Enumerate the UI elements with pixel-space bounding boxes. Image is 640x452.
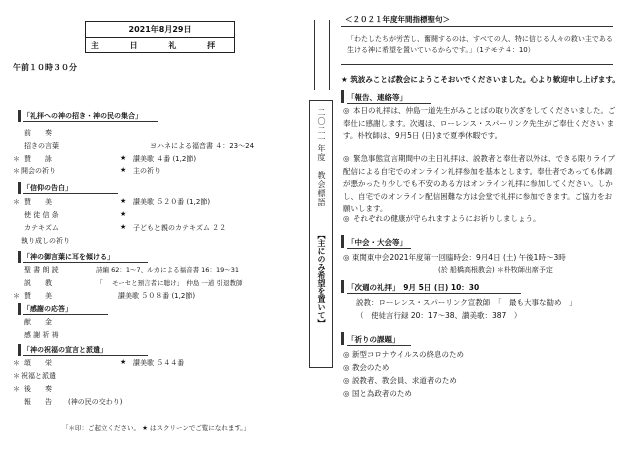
meeting-heading: 「中会・大会等」 — [341, 235, 411, 248]
welcome-message: ★ 筑波みことば教会にようこそおいでくださいました。心より歓迎申し上げます。 — [341, 75, 620, 84]
meeting-location: (於 船橋高根教会) ＊朴牧師出席予定 — [438, 266, 553, 274]
order-row: 説 教 「 モーセと預言者に聴け」 仲島 一道 引退教師 — [24, 279, 243, 287]
prayer-item: ◎ 国と為政者のため — [343, 389, 412, 398]
order-row: ＊ 賛 美 ★ 讃美歌 ５２０番 (1,2節) — [13, 197, 211, 206]
footnote: 「＊印：ご起立ください。 ★ はスクリーンでご覧になれます。」 — [62, 424, 251, 432]
report-item: ◎ それぞれの健康が守られますようにお祈りしましょう。 — [343, 214, 541, 223]
prayer-heading: 「祈りの課題」 — [341, 332, 411, 345]
report-item: ◎ 緊急事態宣言期間中の主日礼拝は、説教者と奉仕者以外は、できる限りライブ配信による自宅でのオンライン礼拝参加を基本とします。奉仕者であっても体調が悪かったり少しでも不安のある方はオンライン礼拝に参加してください。しかし、自宅でのオンライン配信困難な方は会堂で礼拝に参加できます。ご協力をお願いします。 — [343, 154, 616, 214]
next-sermon: 説教：ローレンス・スパーリンク宣教師 「 最も大事な勧め 」 — [356, 298, 577, 307]
motto-title: 二〇二一年度 教会標語 — [317, 108, 326, 207]
next-service-heading: 「次週の礼拝」 9月 5日 (日) 10：30 — [341, 280, 521, 293]
motto-text: 【主にのみ希望を置いて】 — [317, 231, 326, 327]
prayer-item: ◎ 新型コロナウイルスの終息のため — [343, 350, 464, 359]
order-row: 献 金 — [24, 318, 52, 326]
order-row: 報 告 (神の民の交わり) — [24, 398, 123, 406]
divider-top — [314, 20, 330, 90]
order-row: 前 奏 — [24, 129, 52, 137]
order-row: 執り成しの祈り — [21, 237, 70, 245]
meeting-item: ◎ 東関東中会2021年度第一回臨時会：9月4日 (土) 午後1時～3時 — [343, 253, 566, 262]
service-title: 主 日 礼 拝 — [90, 41, 230, 50]
reports-heading: 「報告、連絡等」 — [341, 90, 431, 103]
order-row: ＊ 祝福と派遣 — [13, 372, 56, 380]
service-date-box — [85, 21, 235, 53]
service-date: 2021年8月29日 — [86, 24, 234, 38]
verse-title: ＜２０２１年度年間指標聖句＞ — [345, 15, 450, 24]
start-time: 午前１０時３０分 — [13, 63, 77, 72]
verse-box — [341, 26, 613, 65]
next-scripture: （ 使徒言行録 20：17～38、讃美歌：387 ） — [356, 311, 522, 320]
order-row: カテキズム ★ 子どもと親のカテキズム ２２ — [24, 223, 227, 232]
prayer-item: ◎ 教会のため — [343, 363, 390, 372]
order-row: ＊ 頌 栄 ★ 讃美歌 ５４４番 — [13, 358, 185, 367]
report-item: ◎ 本日の礼拝は、仲島一道先生がみことばの取り次ぎをしてくださいました。ご奉仕に感謝します。次週は、ローレンス・スパーリンク先生がご奉仕ください ます。朴牧師は、9月5日 (日)まで夏季休暇です。 — [343, 106, 616, 141]
order-row: ＊ 開会の祈り ★ 主の祈り — [13, 166, 161, 175]
order-row: 感 謝 祈 祷 — [24, 331, 59, 339]
order-row: 招きの言葉 ヨハネによる福音書 ４：23～24 — [24, 142, 255, 150]
order-row: ＊ 後 奏 — [13, 385, 52, 393]
order-row: 聖 書 朗 読 詩編 62：1～7、ルカによる福音書 16：19～31 — [24, 266, 239, 274]
verse-text: 「わたしたちが労苦し、奮闘するのは、すべての人、特に信じる人々の救い主である生ける神に希望を置いているからです。」（1テモテ４：10） — [347, 35, 613, 54]
order-row: ＊ 賛 美 讃美歌 ５０８番 (1,2節) — [13, 292, 196, 300]
order-row: ＊ 賛 詠 ★ 讃美歌 ４番 (1,2節) — [13, 154, 197, 163]
prayer-item: ◎ 説教者、教会員、求道者のため — [343, 376, 457, 385]
order-row: 使 徒 信 条 ★ — [24, 210, 127, 219]
